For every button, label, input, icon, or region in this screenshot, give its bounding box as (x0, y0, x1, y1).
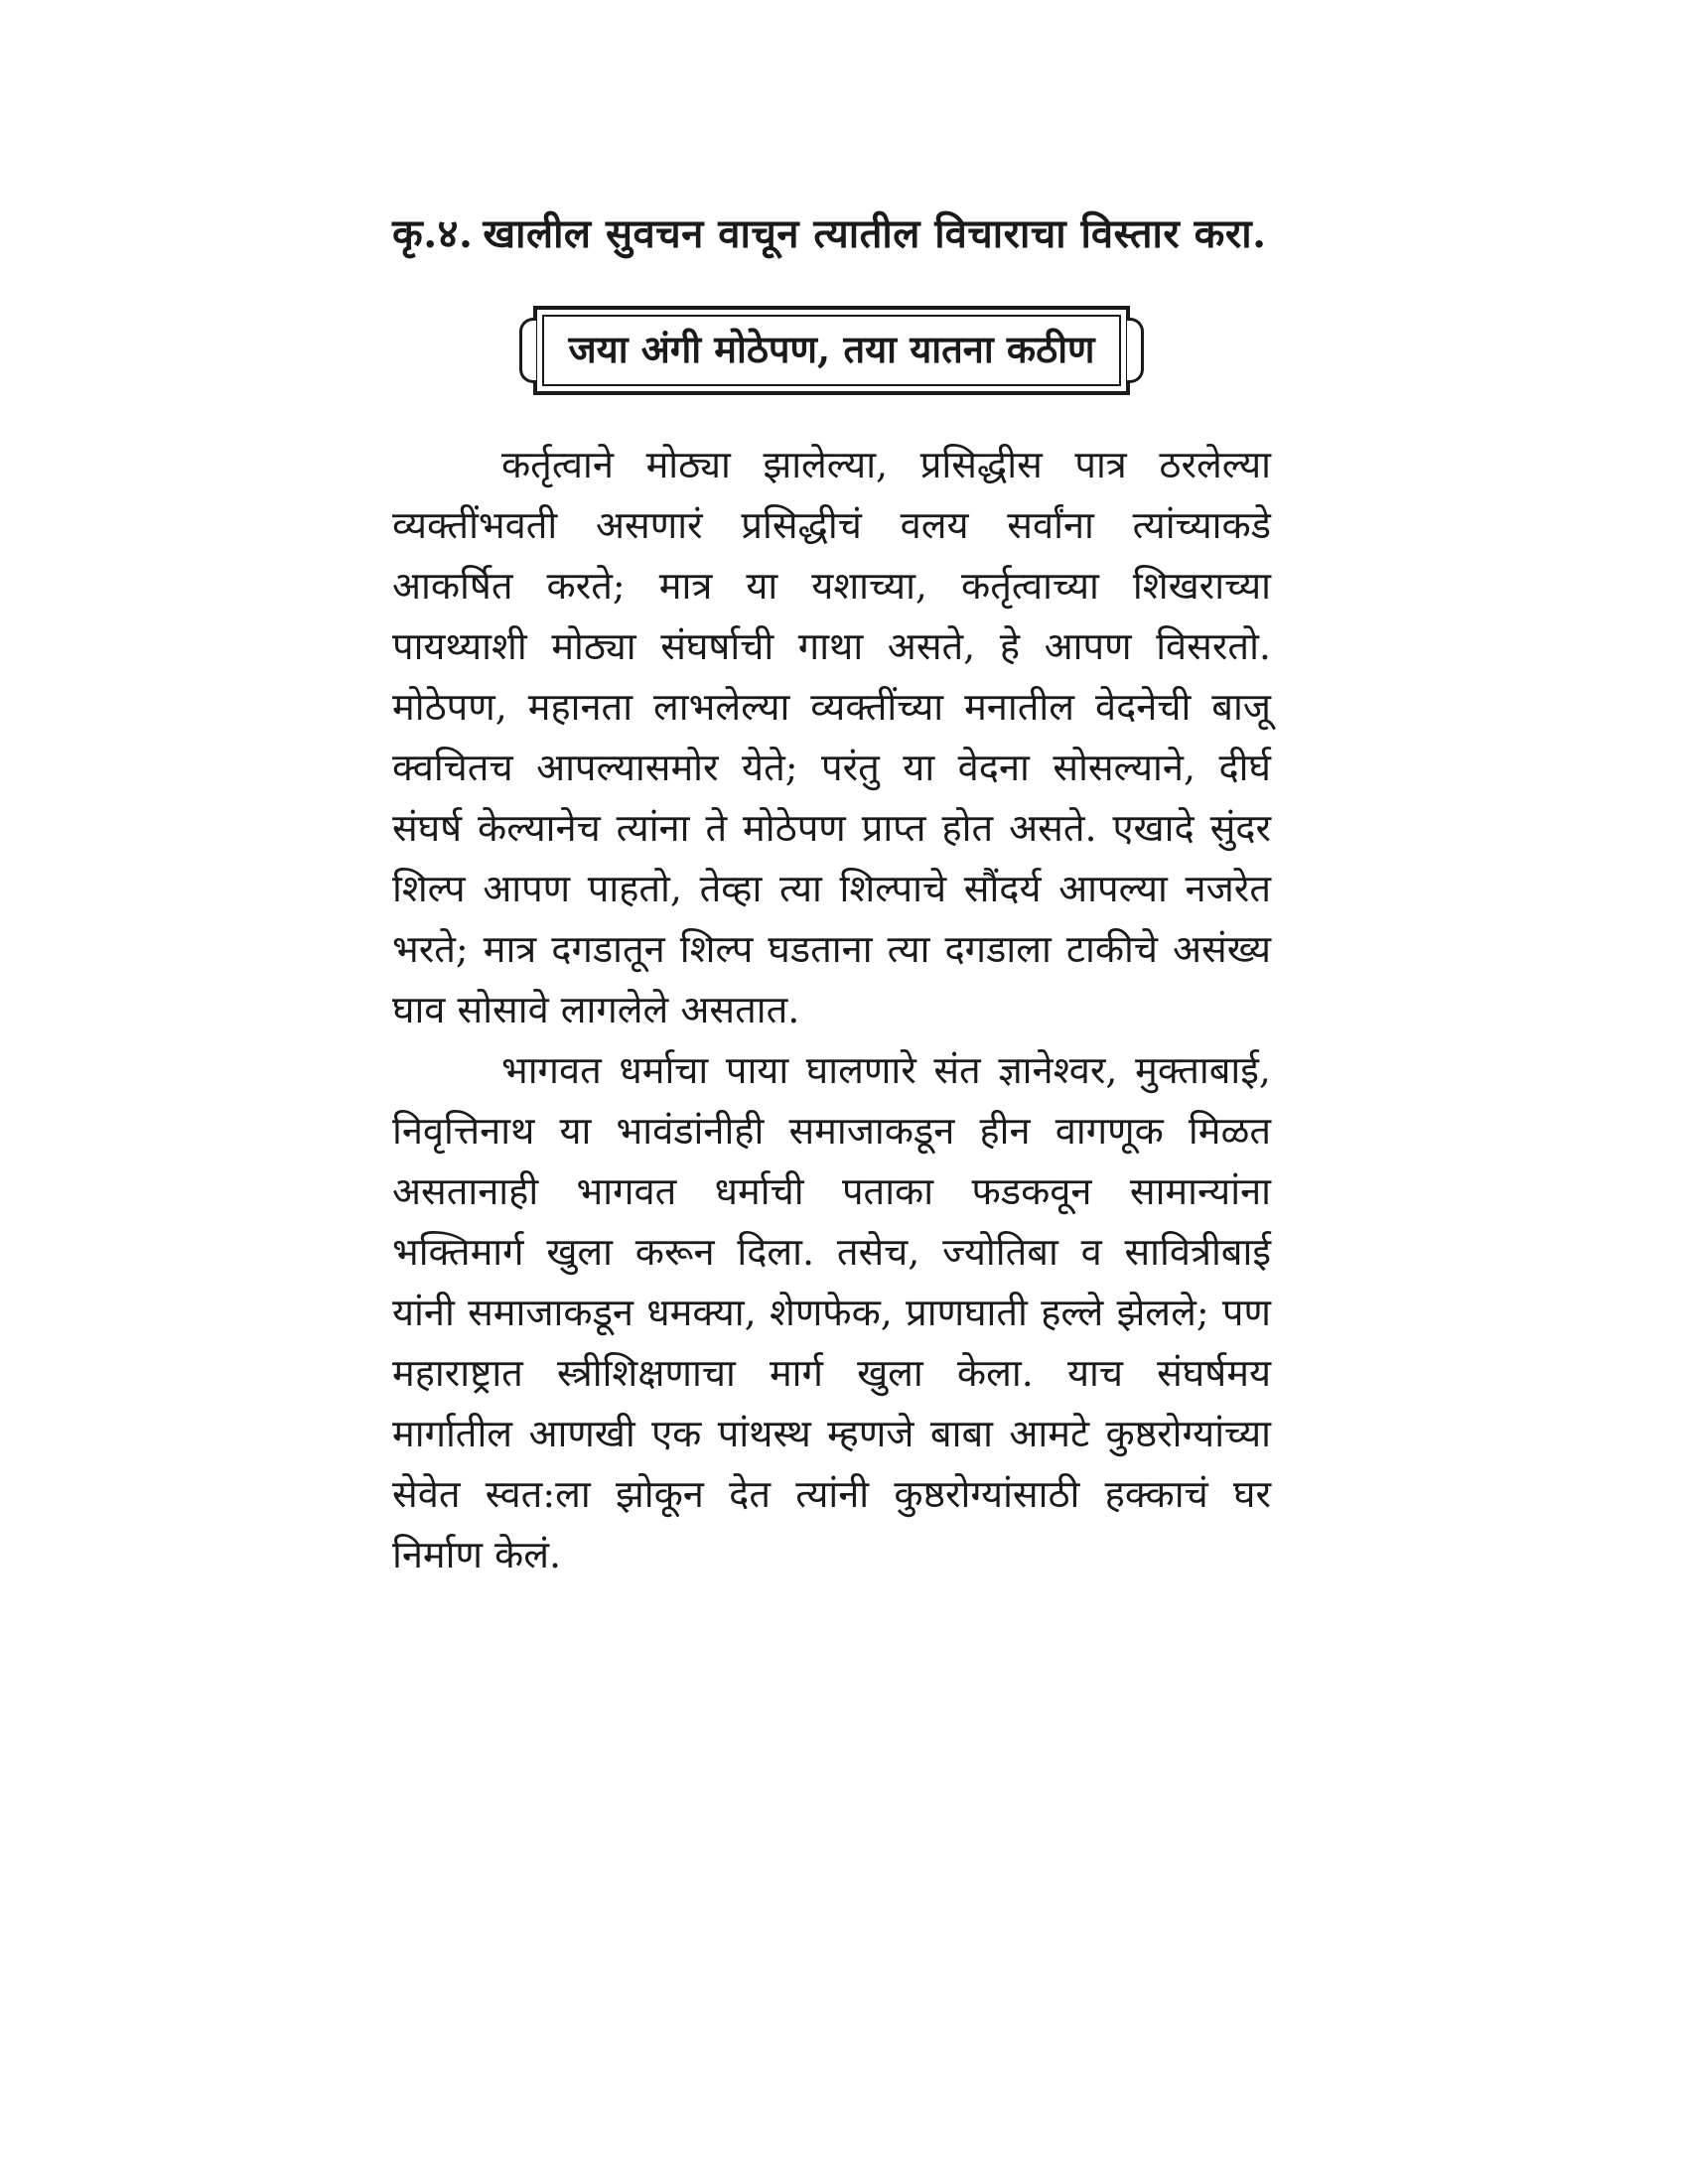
question-number: कृ.४. (392, 210, 474, 257)
document-page (392, 199, 1271, 1585)
question-heading (392, 199, 1271, 270)
question-text: खालील सुवचन वाचून त्यातील विचाराचा विस्तार करा. (483, 210, 1267, 257)
proverb-text: जया अंगी मोठेपण, तया यातना कठीण (542, 315, 1120, 386)
paragraph-2: भागवत धर्माचा पाया घालणारे संत ज्ञानेश्वर, मुक्ताबाई, निवृत्तिनाथ या भावंडांनीही समाजाकडून हीन वागणूक मिळत असतानाही भागवत धर्माची पताका फडकवून सामान्यांना भक्तिमार्ग खुला करून दिला. तसेच, ज्योतिबा व सावित्रीबाई यांनी समाजाकडून धमक्या, शेणफेक, प्राणघाती हल्ले झेलले; पण महाराष्ट्रात स्त्रीशिक्षणाचा मार्ग खुला केला. याच संघर्षमय मार्गातील आणखी एक पांथस्थ म्हणजे बाबा आमटे कुष्ठरोग्यांच्या सेवेत स्वत:ला झोकून देत त्यांनी कुष्ठरोग्यांसाठी हक्काचं घर निर्माण केलं. (392, 1048, 1271, 1576)
paragraph-1: कर्तृत्वाने मोठ्या झालेल्या, प्रसिद्धीस पात्र ठरलेल्या व्यक्तींभवती असणारं प्रसिद्धीचं वलय सर्वांना त्यांच्याकडे आकर्षित करते; मात्र या यशाच्या, कर्तृत्वाच्या शिखराच्या पायथ्याशी मोठ्या संघर्षाची गाथा असते, हे आपण विसरतो. मोठेपण, महानता लाभलेल्या व्यक्तींच्या मनातील वेदनेची बाजू क्वचितच आपल्यासमोर येते; परंतु या वेदना सोसल्याने, दीर्घ संघर्ष केल्यानेच त्यांना ते मोठेपण प्राप्त होत असते. एखादे सुंदर शिल्प आपण पाहतो, तेव्हा त्या शिल्पाचे सौंदर्य आपल्या नजरेत भरते; मात्र दगडातून शिल्प घडताना त्या दगडाला टाकीचे असंख्य घाव सोसावे लागलेले असतात. (392, 443, 1271, 1031)
proverb-box (392, 306, 1271, 395)
proverb-frame (533, 306, 1129, 395)
